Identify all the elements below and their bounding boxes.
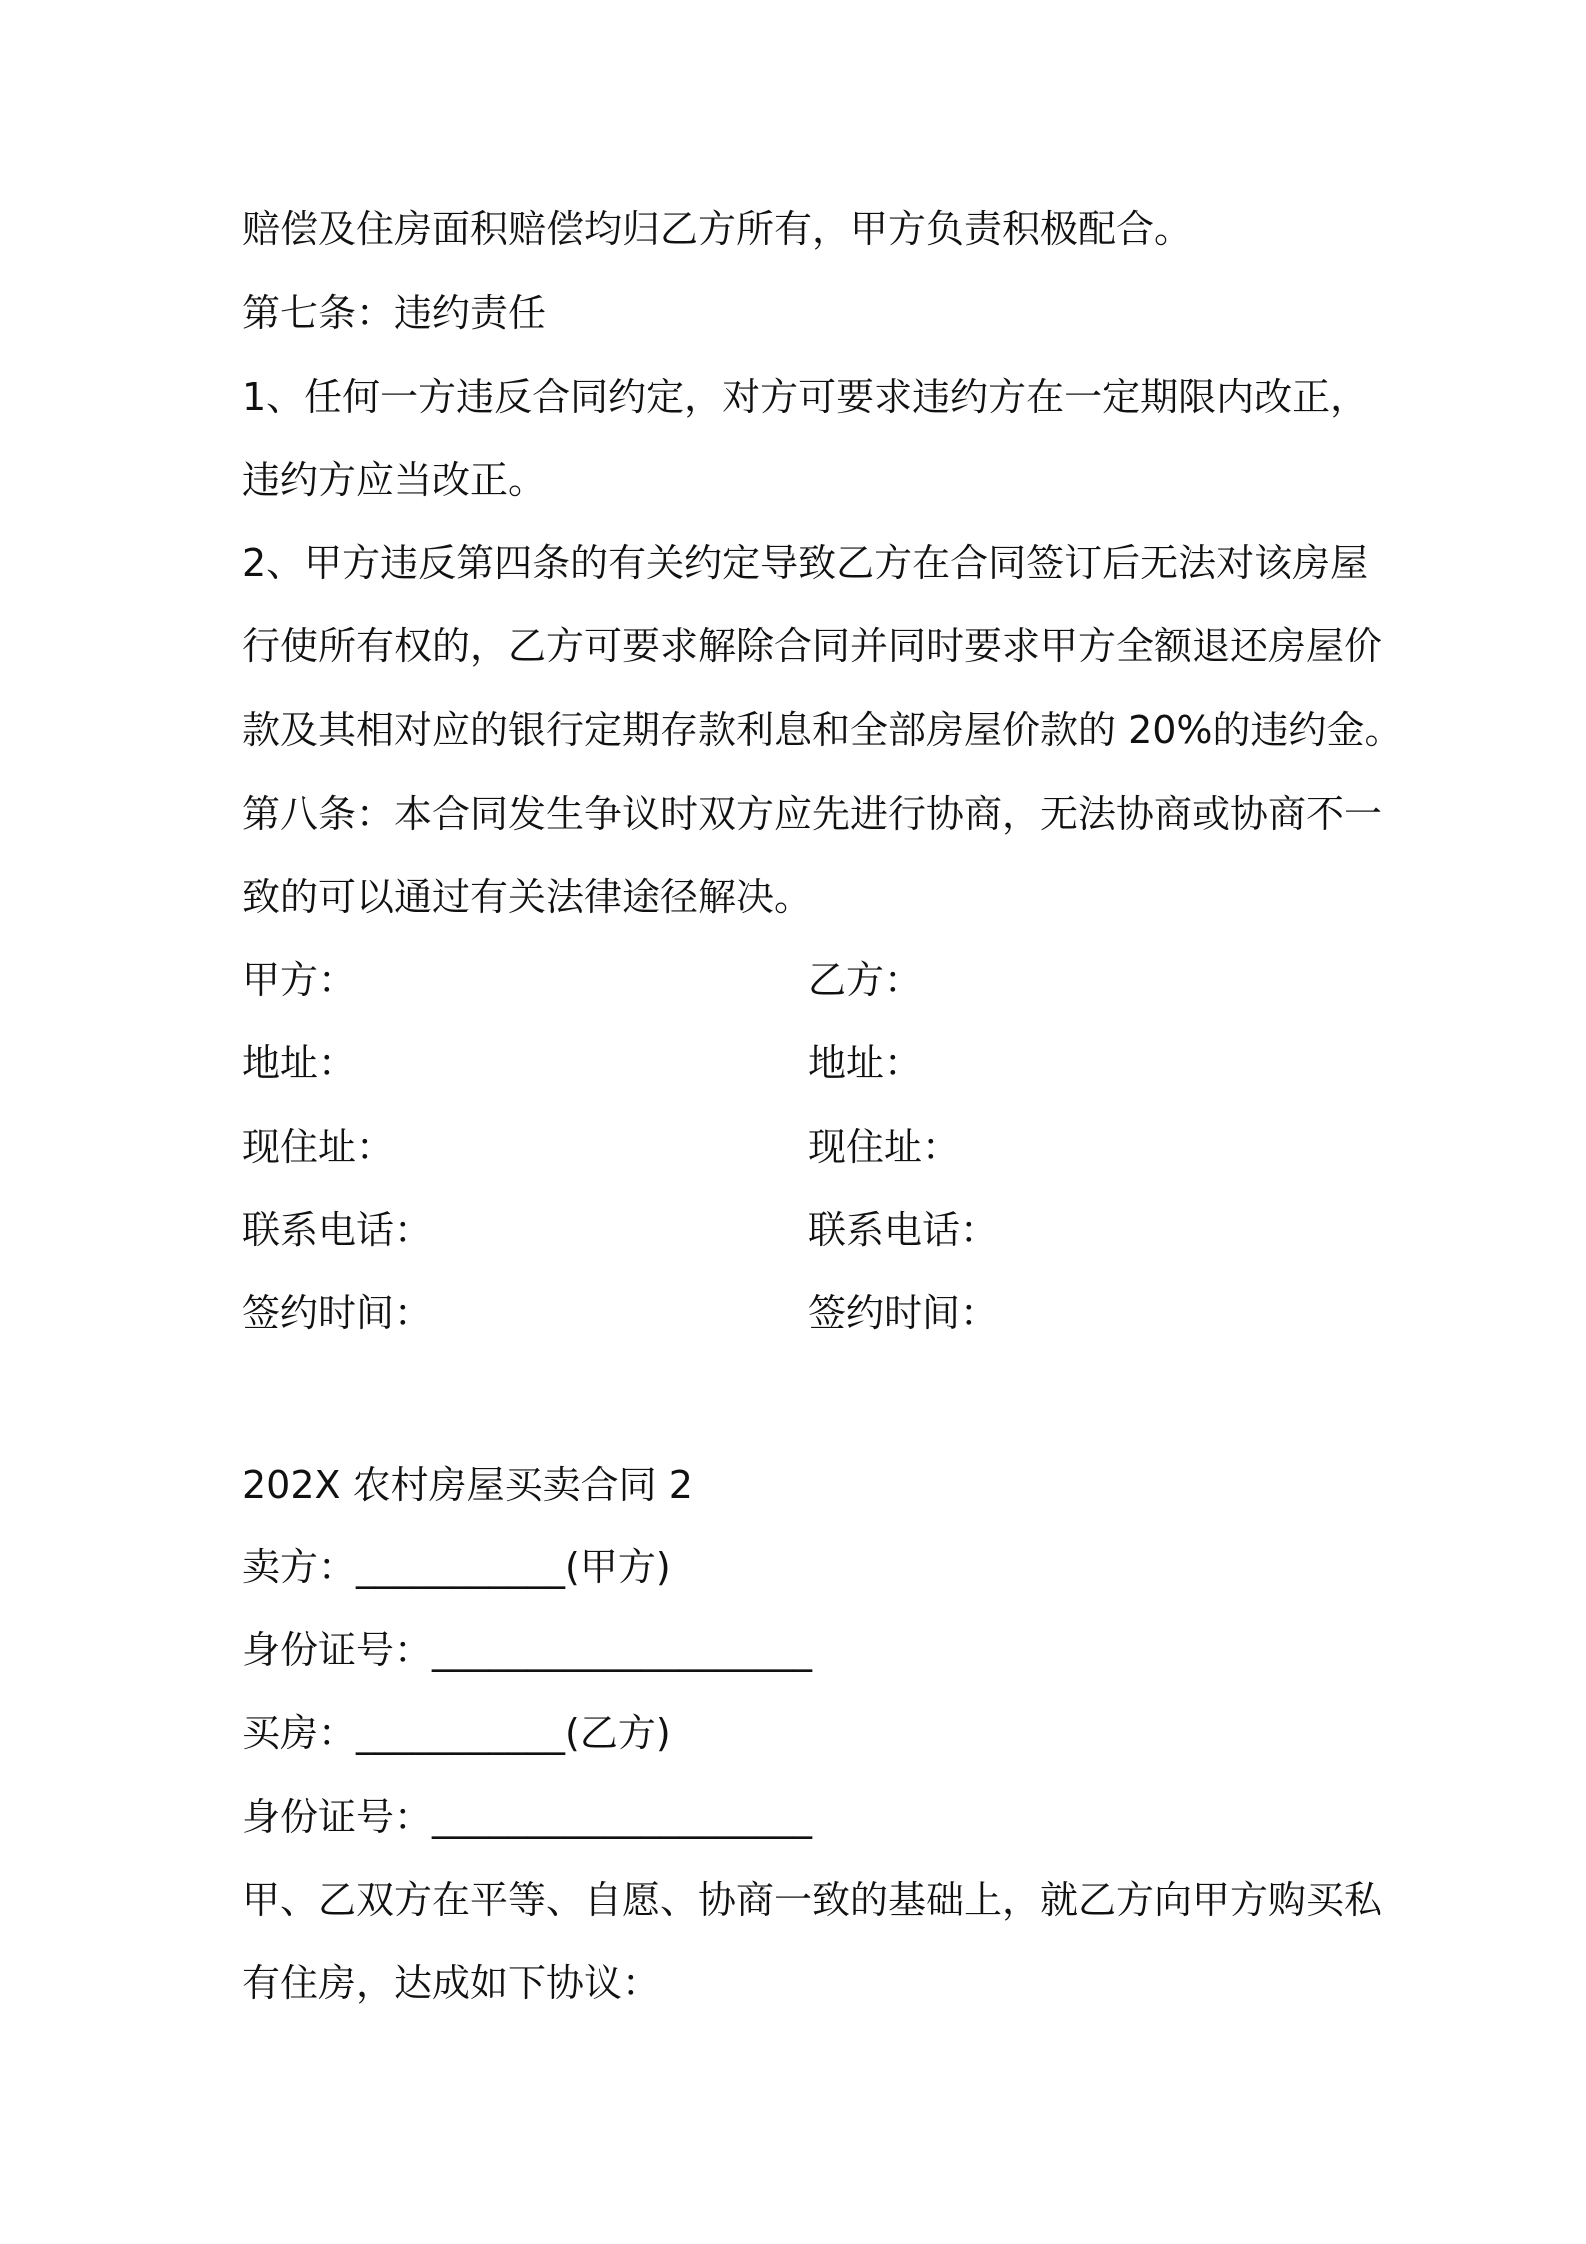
buyer-line: 买房：___________(乙方) (242, 1711, 671, 1755)
party-a-address-label: 地址： (242, 1041, 357, 1085)
paragraph-line: 赔偿及住房面积赔偿均归乙方所有，甲方负责积极配合。 (242, 207, 1193, 251)
party-b-phone-label: 联系电话： (808, 1208, 999, 1252)
article-8-line: 第八条：本合同发生争议时双方应先进行协商，无法协商或协商不一 (242, 792, 1383, 836)
buyer-id-line: 身份证号：____________________ (242, 1795, 813, 1839)
party-a-phone-label: 联系电话： (242, 1208, 433, 1252)
intro-line: 甲、乙双方在平等、自愿、协商一致的基础上，就乙方向甲方购买私 (242, 1878, 1383, 1922)
intro-line: 有住房，达成如下协议： (242, 1961, 661, 2005)
seller-id-line: 身份证号：____________________ (242, 1628, 813, 1672)
party-a-label: 甲方： (242, 958, 357, 1002)
paragraph-line: 违约方应当改正。 (242, 458, 547, 502)
party-a-sign-date-label: 签约时间： (242, 1291, 433, 1335)
party-a-current-address-label: 现住址： (242, 1125, 395, 1169)
article-7-heading: 第七条：违约责任 (242, 291, 547, 335)
party-b-address-label: 地址： (808, 1041, 923, 1085)
paragraph-line: 款及其相对应的银行定期存款利息和全部房屋价款的 20%的违约金。 (242, 708, 1403, 752)
seller-line: 卖方：___________(甲方) (242, 1545, 671, 1589)
contract-2-title: 202X 农村房屋买卖合同 2 (242, 1463, 693, 1507)
paragraph-line: 致的可以通过有关法律途径解决。 (242, 875, 813, 919)
party-b-current-address-label: 现住址： (808, 1125, 961, 1169)
paragraph-line: 1、任何一方违反合同约定，对方可要求违约方在一定期限内改正， (242, 375, 1369, 419)
party-b-label: 乙方： (808, 958, 923, 1002)
paragraph-line: 2、甲方违反第四条的有关约定导致乙方在合同签订后无法对该房屋 (242, 541, 1369, 585)
party-b-sign-date-label: 签约时间： (808, 1291, 999, 1335)
paragraph-line: 行使所有权的，乙方可要求解除合同并同时要求甲方全额退还房屋价 (242, 624, 1383, 668)
